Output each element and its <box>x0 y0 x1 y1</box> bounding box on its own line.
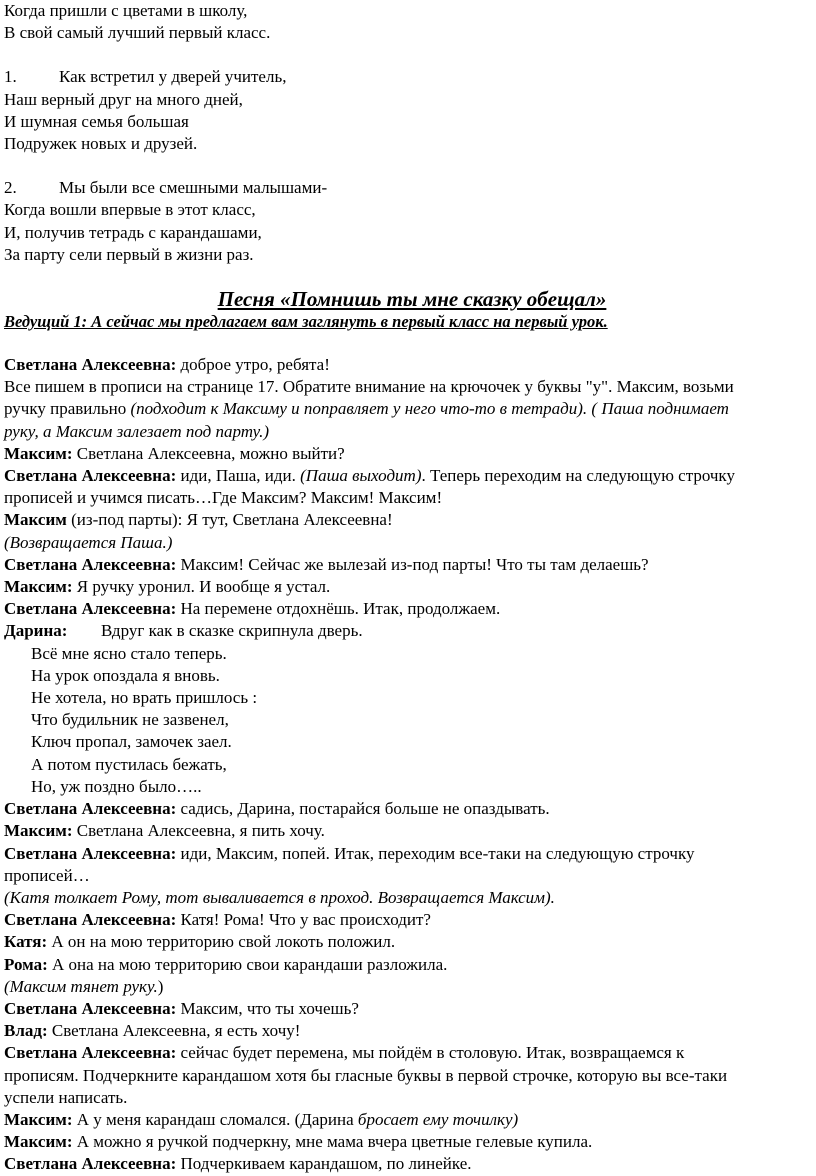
dialogue-line: Рома: А она на мою территорию свои карандаши разложила. <box>4 954 448 974</box>
speaker-label: Светлана Алексеевна: <box>4 799 177 819</box>
dialogue-line: Все пишем в прописи на странице 17. Обратите внимание на крючочек у буквы "у". Максим, возьми <box>4 377 734 397</box>
poem-line: А потом пустилась бежать, <box>31 754 227 774</box>
dialogue-line: Светлана Алексеевна: иди, Максим, попей. Итак, переходим все-таки на следующую строчку <box>4 843 695 863</box>
speaker-label: Светлана Алексеевна: <box>4 998 177 1018</box>
poem-line: Что будильник не зазвенел, <box>31 710 229 730</box>
dialogue-line: прописей и учимся писать…Где Максим? Максим! Максим! <box>4 488 443 508</box>
verse-line: И, получив тетрадь с карандашами, <box>4 222 262 242</box>
speaker-label: Светлана Алексеевна: <box>4 599 177 619</box>
verse-number: 1. <box>4 67 17 87</box>
verse-line: Когда вошли впервые в этот класс, <box>4 200 256 220</box>
stage-direction: (Максим тянет руку. <box>4 976 158 996</box>
speaker-label: Максим: <box>4 443 73 463</box>
stage-direction: (Катя толкает Рому, тот вываливается в проход. Возвращается Максим). <box>4 887 555 907</box>
speaker-label: Светлана Алексеевна: <box>4 466 177 486</box>
song-title: Песня «Помнишь ты мне сказку обещал» <box>217 287 607 312</box>
speaker-label: Максим: <box>4 1109 73 1129</box>
speaker-label: Светлана Алексеевна: <box>4 554 177 574</box>
dialogue-line: Светлана Алексеевна: Катя! Рома! Что у вас происходит? <box>4 910 431 930</box>
dialogue-line: Светлана Алексеевна: садись, Дарина, постарайся больше не опаздывать. <box>4 799 550 819</box>
intro-line: В свой самый лучший первый класс. <box>4 23 271 43</box>
dialogue-line: Максим: Светлана Алексеевна, можно выйти? <box>4 443 345 463</box>
verse2-first-line: 2. Мы были все смешными малышами- <box>4 177 810 199</box>
speaker-label: Светлана Алексеевна: <box>4 355 177 375</box>
dialogue-line: Светлана Алексеевна: Максим, что ты хочешь? <box>4 998 359 1018</box>
verse-number: 2. <box>4 178 17 198</box>
poem-line: Всё мне ясно стало теперь. <box>31 643 227 663</box>
speaker-label: Светлана Алексеевна: <box>4 910 177 930</box>
stage-direction-line: (Максим тянет руку.) <box>4 976 164 996</box>
speaker-label: Максим: <box>4 1132 73 1152</box>
dialogue-line: Светлана Алексеевна: На перемене отдохнёшь. Итак, продолжаем. <box>4 599 501 619</box>
speaker-label: Светлана Алексеевна: <box>4 843 177 863</box>
stage-direction: бросает ему точилку) <box>357 1109 519 1129</box>
dialogue-line: Светлана Алексеевна: иди, Паша, иди. (Паша выходит). Теперь переходим на следующую строчку <box>4 466 735 486</box>
speaker-label: Влад: <box>4 1021 48 1041</box>
dialogue-line: прописям. Подчеркните карандашом хотя бы гласные буквы в первой строчке, которую вы все-таки <box>4 1065 728 1085</box>
dialogue-line: Светлана Алексеевна: доброе утро, ребята! <box>4 355 330 375</box>
dialogue-line: прописей… <box>4 865 90 885</box>
dialogue-line: Максим: А можно я ручкой подчеркну, мне мама вчера цветные гелевые купила. <box>4 1132 593 1152</box>
stage-direction: (Паша выходит) <box>300 466 422 486</box>
poem-line: Но, уж поздно было….. <box>31 776 202 796</box>
poem-line: На урок опоздала я вновь. <box>31 665 220 685</box>
speaker-label: Светлана Алексеевна: <box>4 1043 177 1063</box>
stage-direction: руку, а Максим залезает под парту.) <box>4 421 270 441</box>
poem-line: Не хотела, но врать пришлось : <box>31 688 258 708</box>
verse-line: За парту сели первый в жизни раз. <box>4 244 254 264</box>
dialogue-line: Светлана Алексеевна: Подчеркиваем карандашом, по линейке. <box>4 1154 472 1174</box>
dialogue-line: Максим: Я ручку уронил. И вообще я устал. <box>4 577 331 597</box>
stage-direction: (Возвращается Паша.) <box>4 532 173 552</box>
verse-line: Наш верный друг на много дней, <box>4 89 243 109</box>
dialogue-line: Светлана Алексеевна: Максим! Сейчас же вылезай из-под парты! Что ты там делаешь? <box>4 554 649 574</box>
speaker-label: Дарина: <box>4 621 68 641</box>
speaker-label: Максим: <box>4 821 73 841</box>
dialogue-line: Дарина: Вдруг как в сказке скрипнула дверь. <box>4 620 810 642</box>
dialogue-line: ручку правильно (подходит к Максиму и поправляет у него что-то в тетради). ( Паша поднимает <box>4 399 729 419</box>
speaker-label: Максим <box>4 510 67 530</box>
dialogue-line: Максим: Светлана Алексеевна, я пить хочу. <box>4 821 325 841</box>
dialogue-line: Максим: А у меня карандаш сломался. (Дарина бросает ему точилку) <box>4 1109 519 1129</box>
speaker-label: Рома: <box>4 954 48 974</box>
speaker-label: Катя: <box>4 932 48 952</box>
verse1-first-line: 1. Как встретил у дверей учитель, <box>4 66 810 88</box>
poem-line: Ключ пропал, замочек заел. <box>31 732 232 752</box>
intro-line: Когда пришли с цветами в школу, <box>4 1 248 20</box>
dialogue-line: Максим (из-под парты): Я тут, Светлана Алексеевна! <box>4 510 393 530</box>
dialogue-line: успели написать. <box>4 1087 128 1107</box>
stage-direction: (подходит к Максиму и поправляет у него что-то в тетради). ( Паша поднимает <box>130 399 729 419</box>
verse-line: И шумная семья большая <box>4 111 189 131</box>
speaker-label: Светлана Алексеевна: <box>4 1154 177 1174</box>
dialogue-line: Влад: Светлана Алексеевна, я есть хочу! <box>4 1021 301 1041</box>
speaker-label: Максим: <box>4 577 73 597</box>
dialogue-line: Светлана Алексеевна: сейчас будет перемена, мы пойдём в столовую. Итак, возвращаемся к <box>4 1043 685 1063</box>
verse-line: Подружек новых и друзей. <box>4 134 198 154</box>
dialogue-line: Катя: А он на мою территорию свой локоть положил. <box>4 932 396 952</box>
host-line: Ведущий 1: А сейчас мы предлагаем вам заглянуть в первый класс на первый урок. <box>4 312 608 332</box>
